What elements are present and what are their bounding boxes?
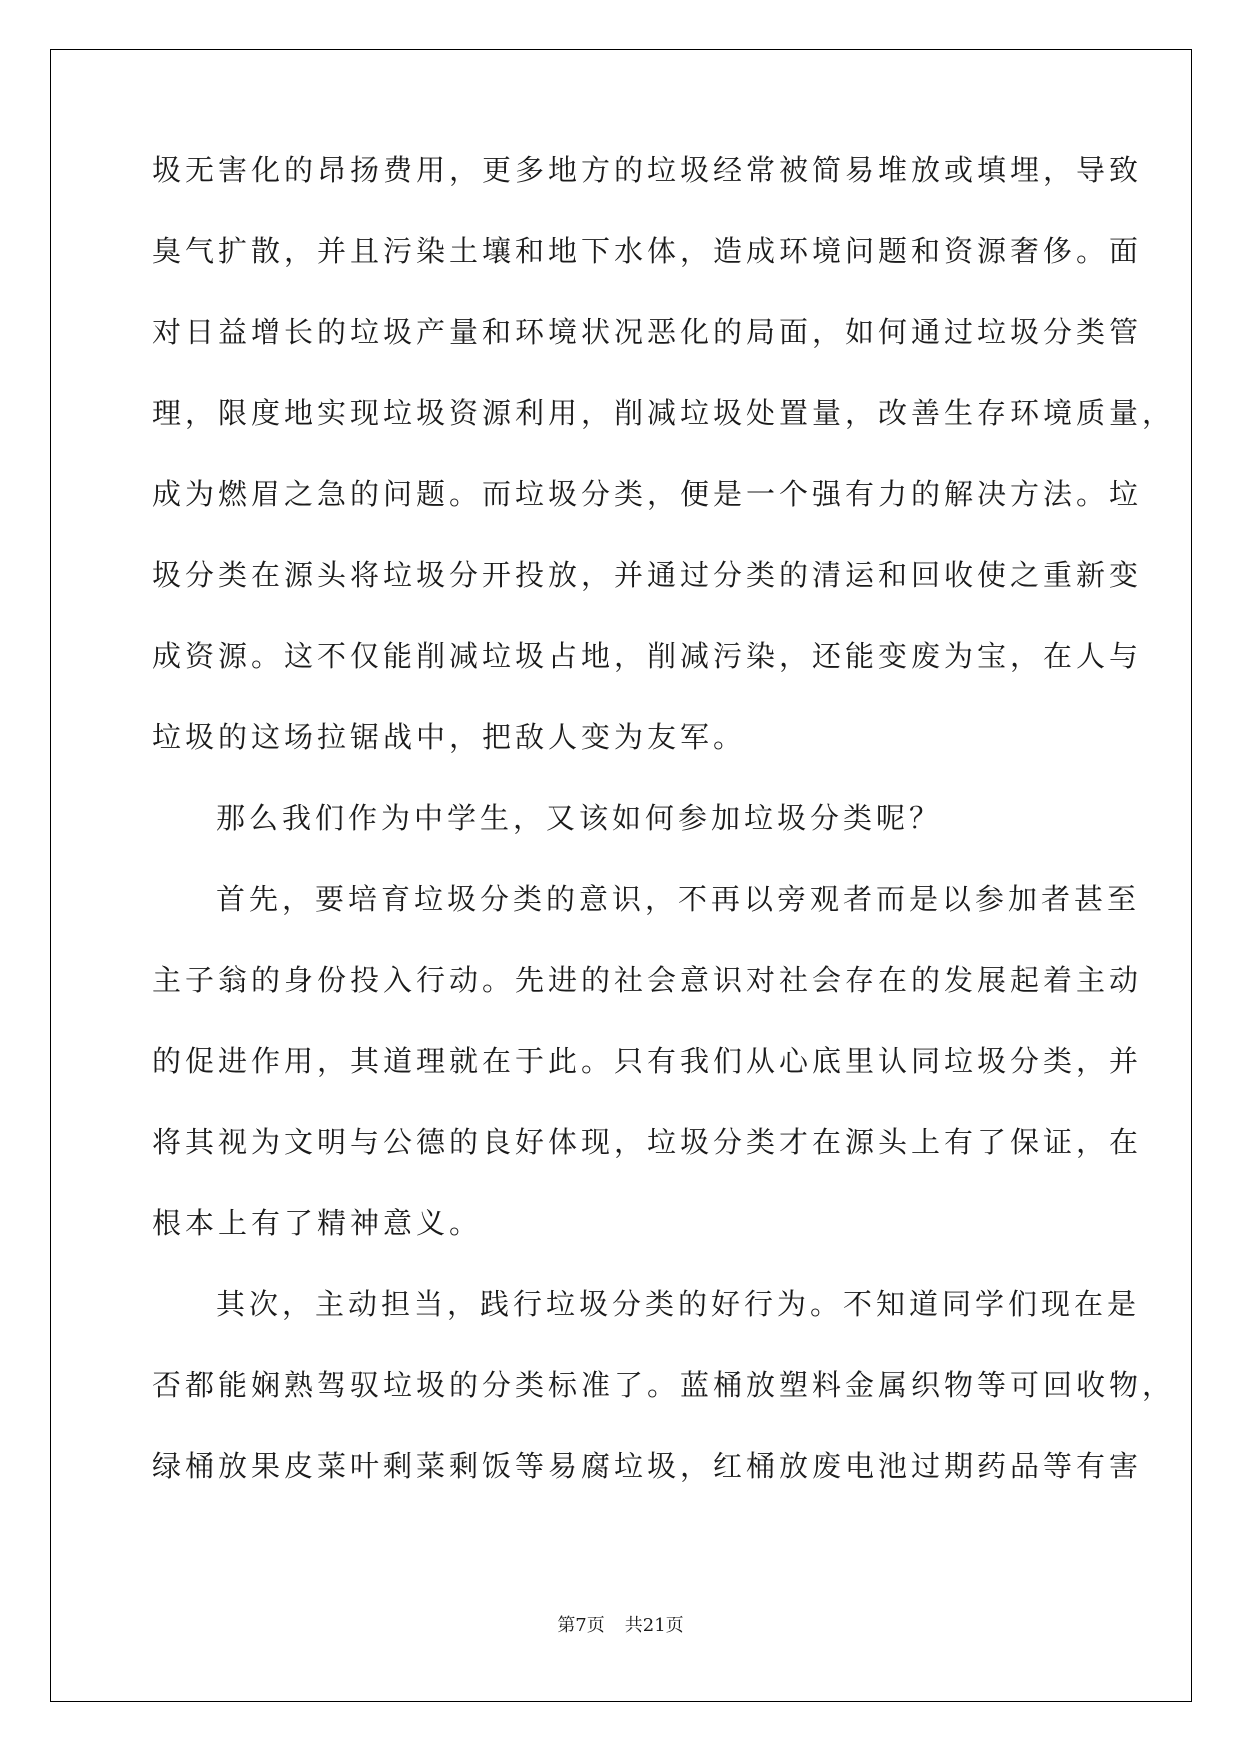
text-line: 成资源。这不仅能削减垃圾占地，削减污染，还能变废为宝，在人与 <box>152 639 1143 673</box>
text-line: 将其视为文明与公德的良好体现，垃圾分类才在源头上有了保证，在 <box>152 1125 1143 1159</box>
text-line: 根本上有了精神意义。 <box>152 1206 483 1240</box>
text-line: 圾分类在源头将垃圾分开投放，并通过分类的清运和回收使之重新变 <box>152 558 1143 592</box>
text-line: 绿桶放果皮菜叶剩菜剩饭等易腐垃圾，红桶放废电池过期药品等有害 <box>152 1449 1143 1483</box>
text-line: 对日益增长的垃圾产量和环境状况恶化的局面，如何通过垃圾分类管 <box>152 315 1143 349</box>
page-total: 共21页 <box>624 1615 684 1636</box>
text-line: 成为燃眉之急的问题。而垃圾分类，便是一个强有力的解决方法。垃 <box>152 477 1143 511</box>
text-line: 理，限度地实现垃圾资源利用，削减垃圾处置量，改善生存环境质量， <box>152 396 1176 430</box>
text-line: 主子翁的身份投入行动。先进的社会意识对社会存在的发展起着主动 <box>152 963 1143 997</box>
text-line: 垃圾的这场拉锯战中，把敌人变为友军。 <box>152 720 747 754</box>
text-line: 其次，主动担当，践行垃圾分类的好行为。不知道同学们现在是 <box>216 1287 1141 1321</box>
text-line: 的促进作用，其道理就在于此。只有我们从心底里认同垃圾分类，并 <box>152 1044 1143 1078</box>
text-line: 那么我们作为中学生，又该如何参加垃圾分类呢？ <box>216 801 943 835</box>
text-line: 臭气扩散，并且污染土壤和地下水体，造成环境问题和资源奢侈。面 <box>152 234 1143 268</box>
text-line: 否都能娴熟驾驭垃圾的分类标准了。蓝桶放塑料金属织物等可回收物， <box>152 1368 1176 1402</box>
text-line: 圾无害化的昂扬费用，更多地方的垃圾经常被简易堆放或填埋，导致 <box>152 153 1143 187</box>
page-number: 第7页 <box>557 1615 605 1636</box>
page-footer <box>0 1611 1241 1637</box>
text-line: 首先，要培育垃圾分类的意识，不再以旁观者而是以参加者甚至 <box>216 882 1141 916</box>
